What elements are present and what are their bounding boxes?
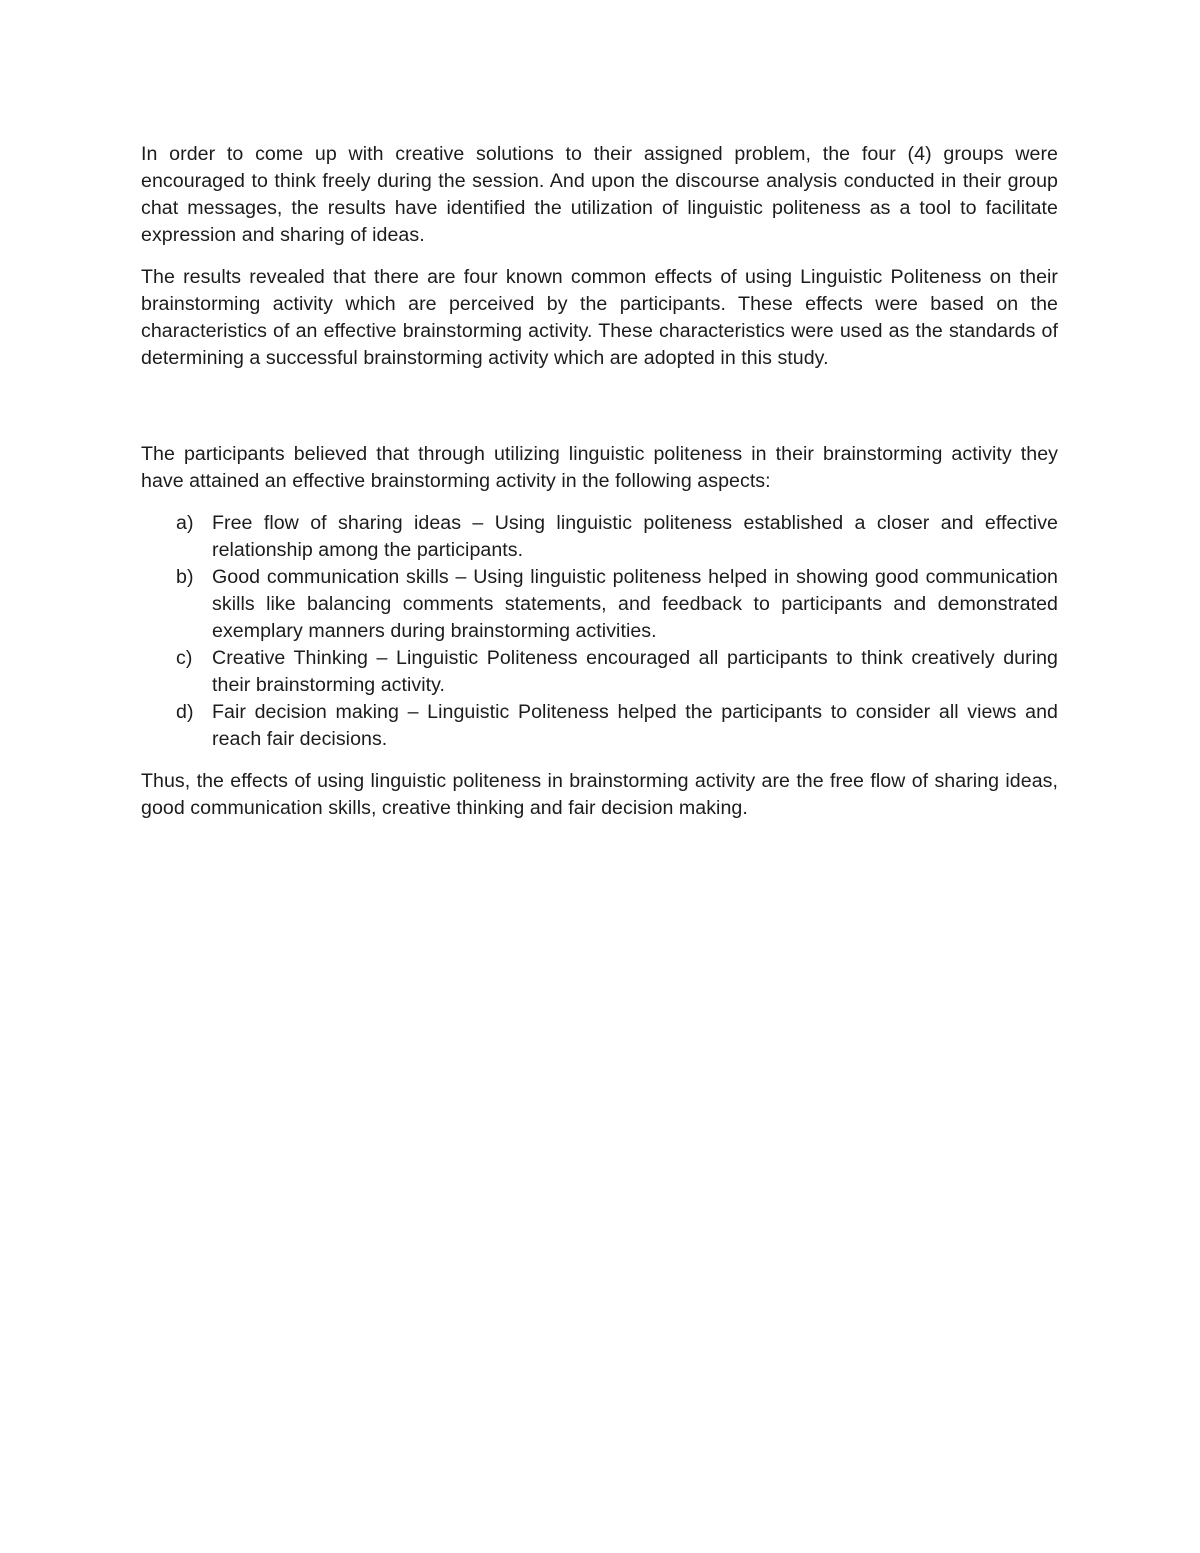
list-marker: c) [176,647,193,669]
aspects-list [141,510,1058,753]
paragraph-results: The results revealed that there are four known common effects of using Linguistic Politeness on their brainstorming activity which are perceived by the participants. These effects were based on the characteristics of an effective brainstorming activity. These characteristics were used as the standards of determining a successful brainstorming activity which are adopted in this study. [141,266,1058,369]
paragraph-conclusion: Thus, the effects of using linguistic politeness in brainstorming activity are the free flow of sharing ideas, good communication skills, creative thinking and fair decision making. [141,770,1058,819]
document-body [141,141,1058,822]
blank-line-spacer [141,387,1058,441]
list-item [141,645,1058,699]
list-item-text: Creative Thinking – Linguistic Politeness encouraged all participants to think creatively during their brainstorming activity. [212,647,1058,696]
paragraph-participants-belief: The participants believed that through utilizing linguistic politeness in their brainstorming activity they have attained an effective brainstorming activity in the following aspects: [141,443,1058,492]
list-item [141,564,1058,645]
list-item [141,699,1058,753]
list-marker: a) [176,512,194,534]
list-item-text: Free flow of sharing ideas – Using linguistic politeness established a closer and effective relationship among the participants. [212,512,1058,561]
list-marker: d) [176,701,194,723]
list-item-text: Fair decision making – Linguistic Politeness helped the participants to consider all views and reach fair decisions. [212,701,1058,750]
list-item-text: Good communication skills – Using linguistic politeness helped in showing good communication skills like balancing comments statements, and feedback to participants and demonstrated exemplary manners during brainstorming activities. [212,566,1058,642]
list-item [141,510,1058,564]
paragraph-intro: In order to come up with creative solutions to their assigned problem, the four (4) groups were encouraged to think freely during the session. And upon the discourse analysis conducted in their group chat messages, the results have identified the utilization of linguistic politeness as a tool to facilitate expression and sharing of ideas. [141,143,1058,246]
list-marker: b) [176,566,194,588]
